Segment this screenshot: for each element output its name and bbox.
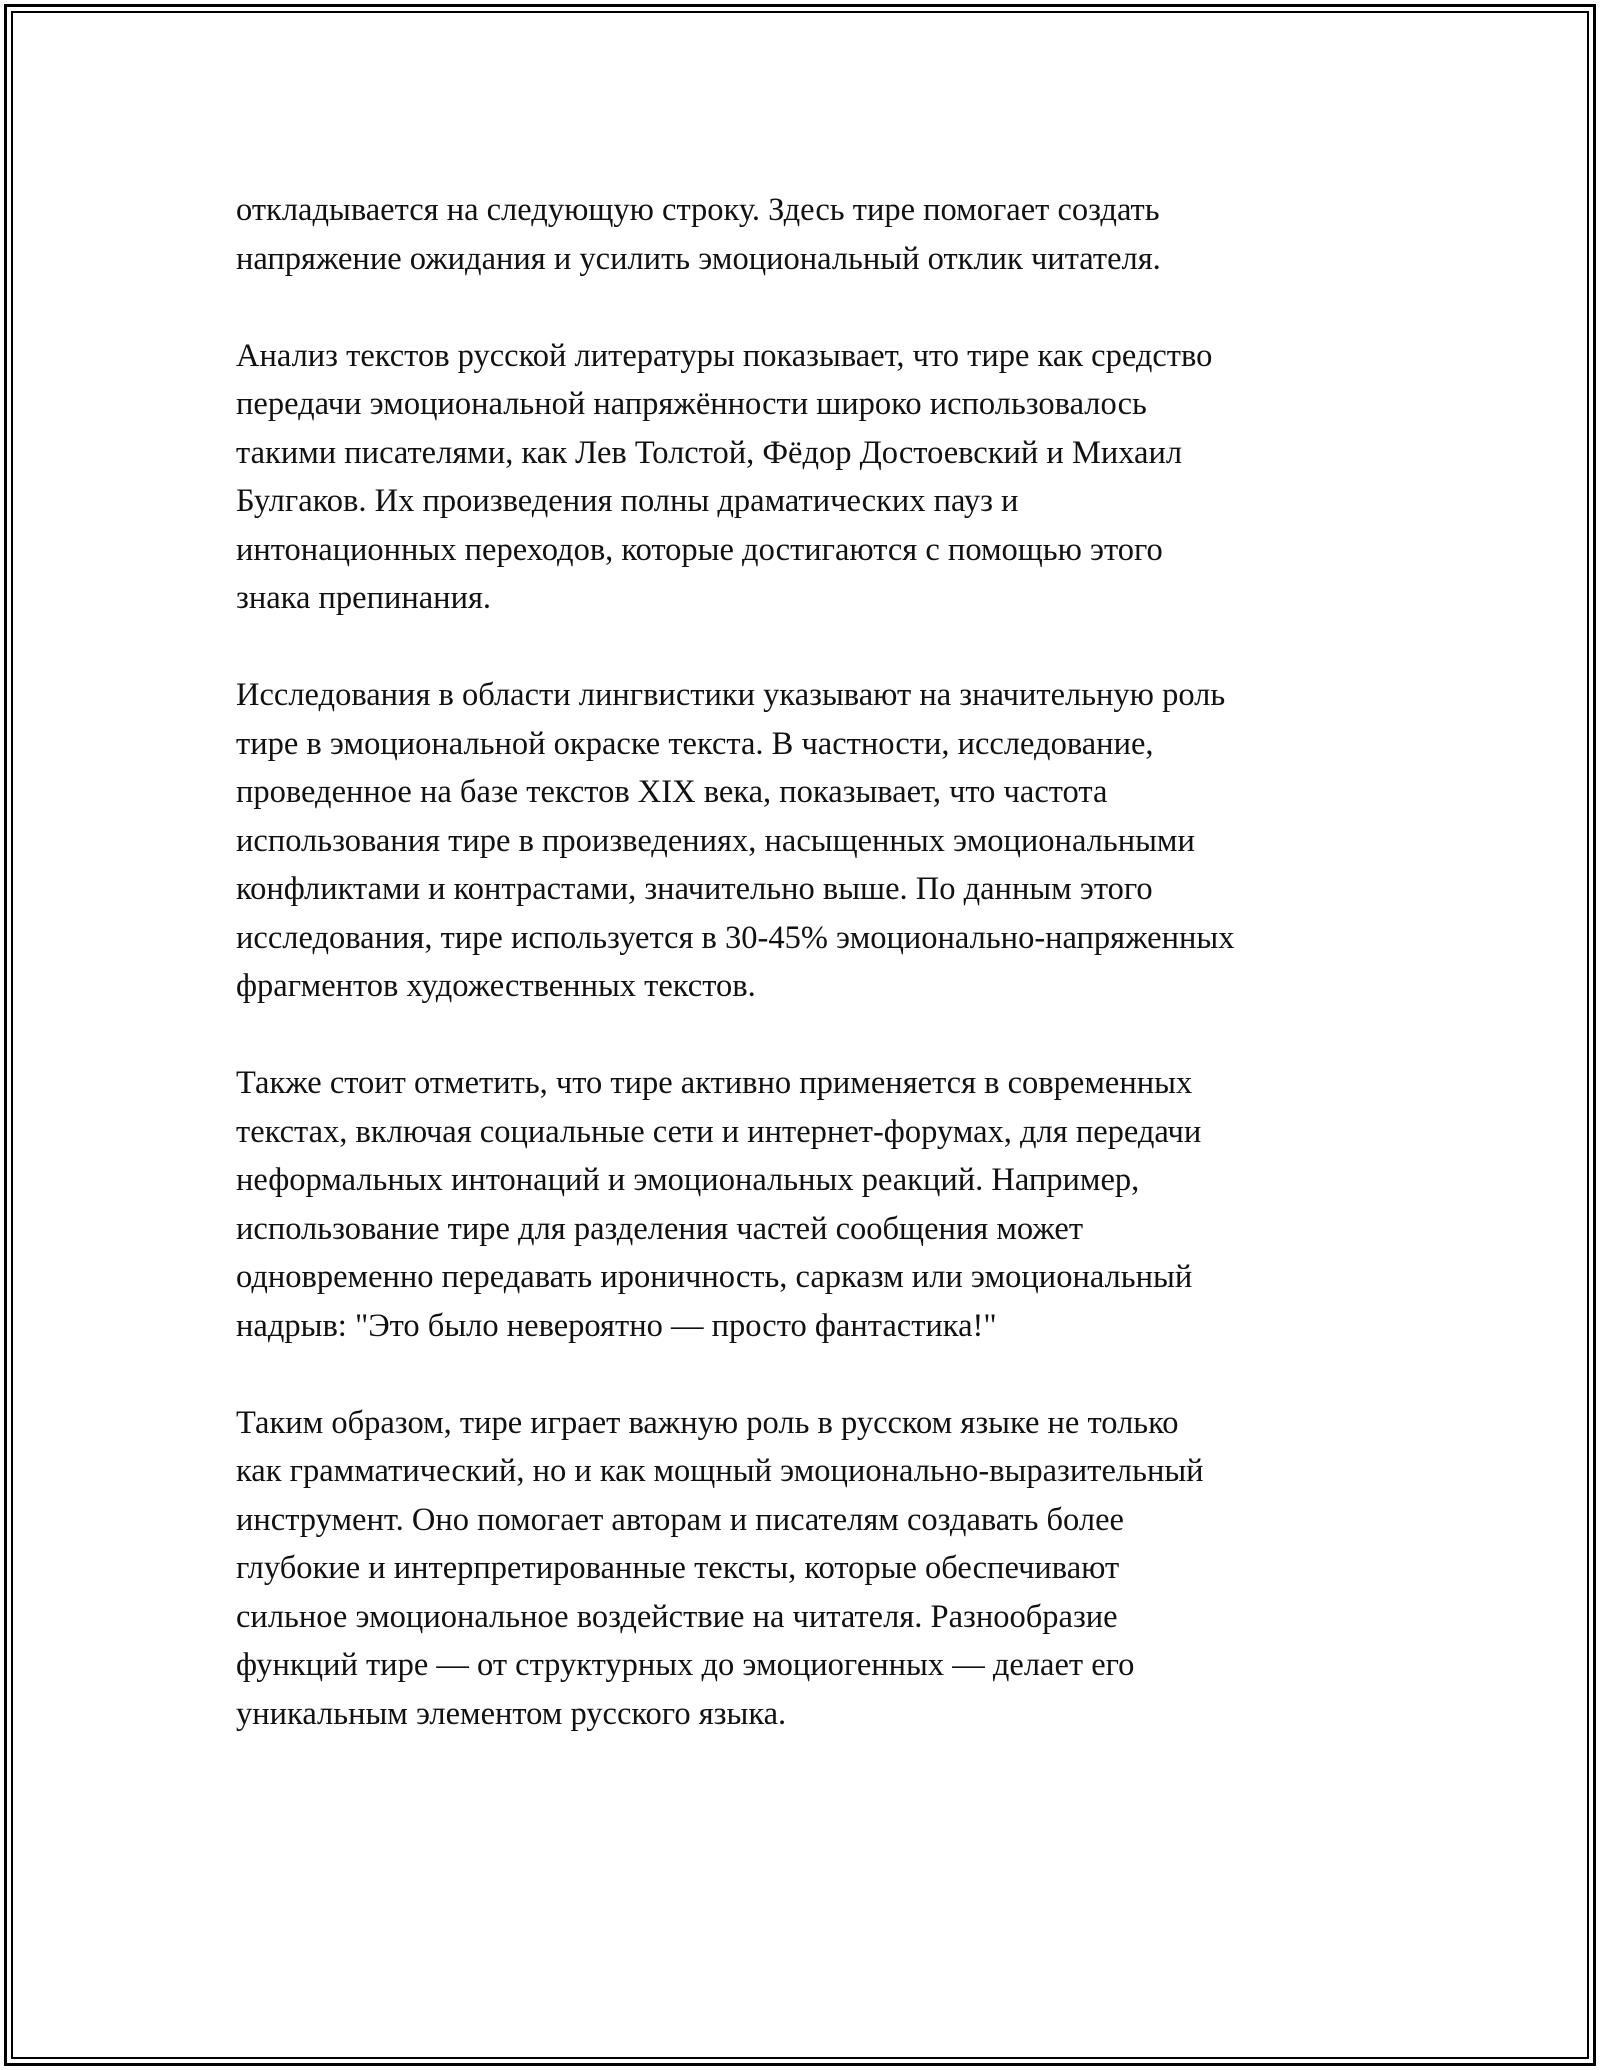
text-line: использование тире для разделения частей сообщения может [236,1210,1084,1247]
text-line: уникальным элементом русского языка. [236,1695,787,1732]
text-line: текстах, включая социальные сети и интернет-форумах, для передачи [236,1113,1202,1150]
text-line: использования тире в произведениях, насыщенных эмоциональными [236,822,1195,859]
paragraph-2 [236,332,1416,623]
paragraph-4 [236,1059,1416,1350]
text-line: неформальных интонаций и эмоциональных реакций. Например, [236,1162,1140,1198]
paragraph-1 [236,186,1416,283]
text-line: проведенное на базе текстов XIX века, показывает, что частота [236,774,1108,810]
text-line: надрыв: "Это было невероятно — просто фантастика!" [236,1307,997,1344]
text-line: фрагментов художественных текстов. [236,968,756,1004]
text-line: Таким образом, тире играет важную роль в русском языке не только [236,1404,1179,1441]
text-line: Анализ текстов русской литературы показывает, что тире как средство [236,337,1213,374]
text-line: Исследования в области лингвистики указывают на значительную роль [236,677,1226,713]
paragraph-5 [236,1399,1416,1739]
text-line: откладывается на следующую строку. Здесь тире помогает создать [236,192,1160,228]
text-line: передачи эмоциональной напряжённости широко использовалось [236,386,1147,422]
paragraph-3 [236,671,1416,1011]
text-line: как грамматический, но и как мощный эмоционально-выразительный [236,1453,1204,1489]
text-line: такими писателями, как Лев Толстой, Фёдор Достоевский и Михаил [236,434,1183,471]
text-line: конфликтами и контрастами, значительно выше. По данным этого [236,871,1153,907]
text-line: Булгаков. Их произведения полны драматических пауз и [236,483,1019,519]
text-line: интонационных переходов, которые достигаются с помощью этого [236,531,1163,568]
text-line: тире в эмоциональной окраске текста. В частности, исследование, [236,725,1154,762]
text-line: напряжение ожидания и усилить эмоциональный отклик читателя. [236,240,1161,277]
text-line: глубокие и интерпретированные тексты, которые обеспечивают [236,1550,1120,1586]
text-line: инструмент. Оно помогает авторам и писателям создавать более [236,1501,1124,1538]
text-line: сильное эмоциональное воздействие на читателя. Разнообразие [236,1598,1118,1635]
text-line: функций тире — от структурных до эмоциогенных — делает его [236,1647,1135,1683]
text-line: одновременно передавать ироничность, сарказм или эмоциональный [236,1259,1193,1295]
text-line: исследования, тире используется в 30-45% эмоционально-напряженных [236,919,1235,956]
text-line: знака препинания. [236,580,492,616]
document-body [236,186,1416,1787]
text-line: Также стоит отметить, что тире активно применяется в современных [236,1065,1193,1101]
